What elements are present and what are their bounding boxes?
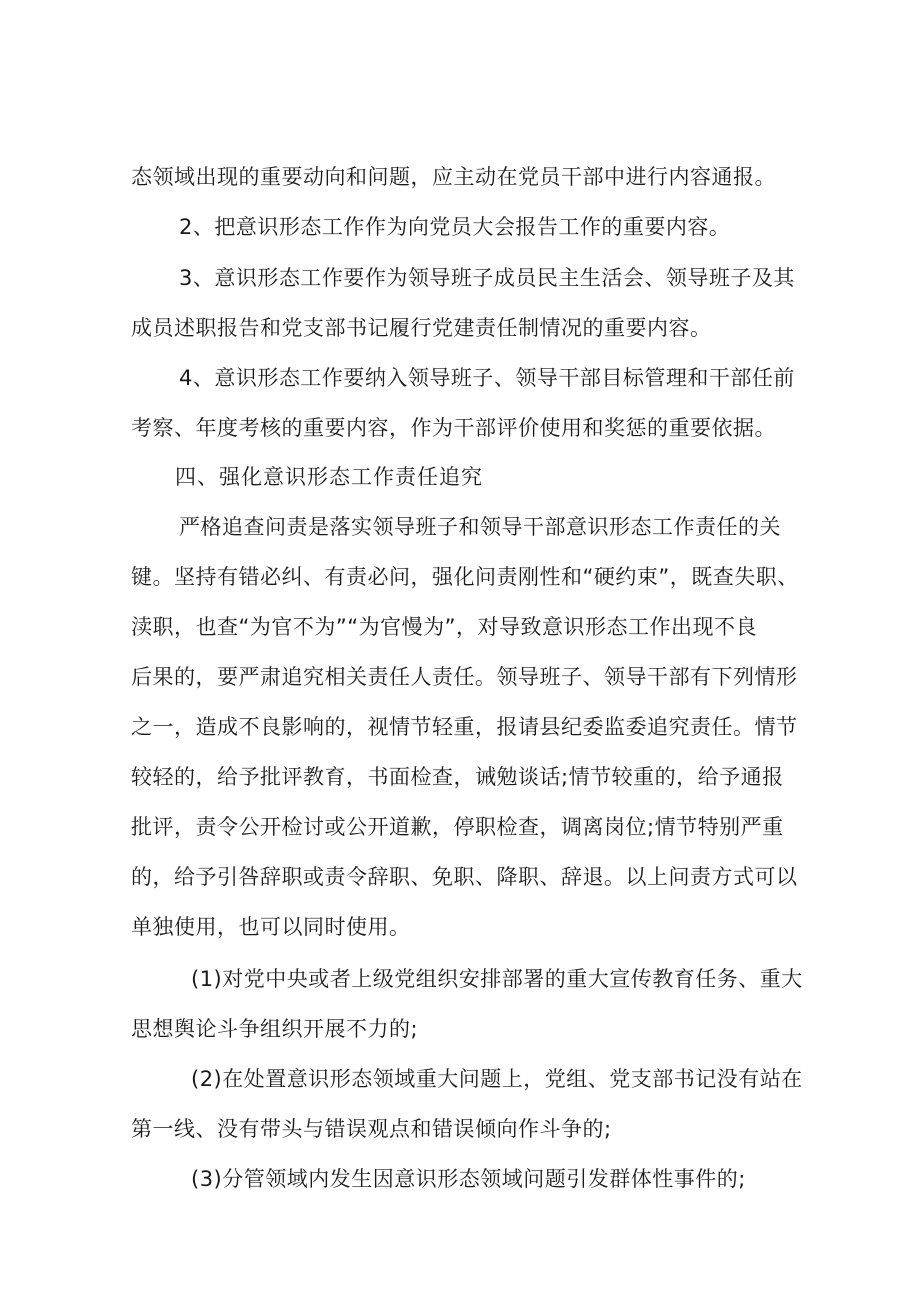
list-item-4-line-2: 考察、年度考核的重要内容，作为干部评价使用和奖惩的重要依据。 xyxy=(131,416,776,440)
numbered-item-1-line-1: (1)对党中央或者上级党组织安排部署的重大宣传教育任务、重大 xyxy=(191,967,803,991)
paragraph-line-continuation: 态领域出现的重要动向和问题，应主动在党员干部中进行内容通报。 xyxy=(131,165,776,189)
list-item-3-line-2: 成员述职报告和党支部书记履行党建责任制情况的重要内容。 xyxy=(131,316,712,340)
numbered-item-2-line-1: (2)在处置意识形态领域重大问题上，党组、党支部书记没有站在 xyxy=(191,1067,803,1091)
body-paragraph-line-4: 后果的，要严肃追究相关责任人责任。领导班子、领导干部有下列情形 xyxy=(131,665,798,689)
numbered-item-1-line-2: 思想舆论斗争组织开展不力的; xyxy=(131,1017,419,1041)
body-paragraph-line-8: 的，给予引咎辞职或责令辞职、免职、降职、辞退。以上问责方式可以 xyxy=(131,865,798,889)
list-item-3-line-1: 3、意识形态工作要作为领导班子成员民主生活会、领导班子及其 xyxy=(179,266,795,290)
body-paragraph-line-6: 较轻的，给予批评教育，书面检查，诫勉谈话;情节较重的，给予通报 xyxy=(131,765,784,789)
body-paragraph-line-5: 之一，造成不良影响的，视情节轻重，报请县纪委监委追究责任。情节 xyxy=(131,715,798,739)
numbered-item-3: (3)分管领域内发生因意识形态领域问题引发群体性事件的; xyxy=(191,1167,746,1191)
body-paragraph-line-9: 单独使用，也可以同时使用。 xyxy=(131,915,411,939)
body-paragraph-line-7: 批评，责令公开检讨或公开道歉，停职检查，调离岗位;情节特别严重 xyxy=(131,815,784,839)
body-paragraph-line-1: 严格追查问责是落实领导班子和领导干部意识形态工作责任的关 xyxy=(179,515,781,539)
body-paragraph-line-3: 渎职，也查“为官不为”“为官慢为”，对导致意识形态工作出现不良 xyxy=(131,615,758,639)
list-item-4-line-1: 4、意识形态工作要纳入领导班子、领导干部目标管理和干部任前 xyxy=(179,366,795,390)
numbered-item-2-line-2: 第一线、没有带头与错误观点和错误倾向作斗争的; xyxy=(131,1117,612,1141)
list-item-2: 2、把意识形态工作作为向党员大会报告工作的重要内容。 xyxy=(179,215,731,239)
body-paragraph-line-2: 键。坚持有错必纠、有责必问，强化问责刚性和“硬约束”，既查失职、 xyxy=(131,565,799,589)
section-heading: 四、强化意识形态工作责任追究 xyxy=(175,465,483,489)
